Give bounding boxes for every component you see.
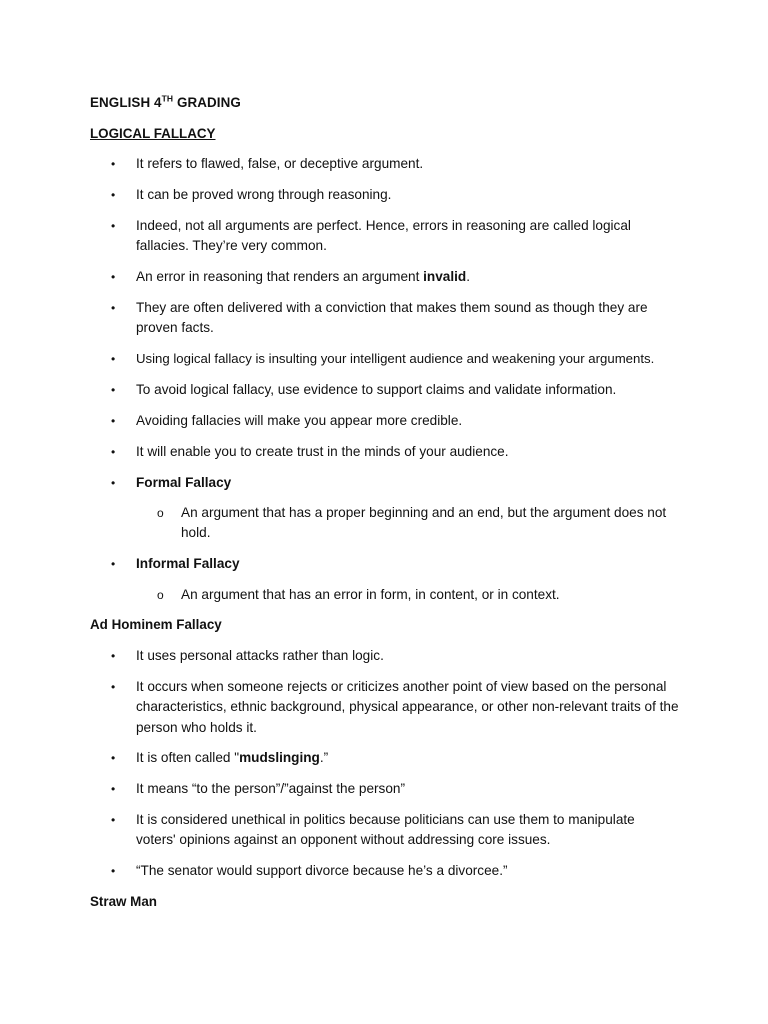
list-item: An error in reasoning that renders an argument invalid. [136,269,470,284]
list-item: To avoid logical fallacy, use evidence to support claims and validate information. [136,382,617,397]
sub-bullet-marker: o [157,506,164,520]
document-title: ENGLISH 4TH GRADING [90,93,241,110]
bullet-marker: • [111,782,116,796]
bullet-marker: • [111,352,116,366]
list-item: Indeed, not all arguments are perfect. Hence, errors in reasoning are called logical fallacies. They’re very common. [136,218,631,254]
bullet-marker: • [111,476,116,490]
bullet-marker: • [111,383,116,397]
bullet-marker: • [111,219,116,233]
bullet-marker: • [111,649,116,663]
bullet-marker: • [111,188,116,202]
list-item: It is often called "mudslinging.” [136,750,329,765]
section-heading-ad-hominem: Ad Hominem Fallacy [90,617,222,632]
bullet-marker: • [111,301,116,315]
bullet-marker: • [111,157,116,171]
bullet-marker: • [111,445,116,459]
list-item: It can be proved wrong through reasoning. [136,187,392,202]
sub-bullet-marker: o [157,588,164,602]
bullet-marker: • [111,680,116,694]
section-heading-straw-man: Straw Man [90,894,157,909]
list-item: “The senator would support divorce because he’s a divorcee.” [136,863,508,878]
bullet-marker: • [111,864,116,878]
section-heading-logical-fallacy: LOGICAL FALLACY [90,126,216,141]
list-item: It will enable you to create trust in the minds of your audience. [136,444,509,459]
list-item: It occurs when someone rejects or criticizes another point of view based on the personal characteristics, ethnic background, physical appearance, or other non-relevant traits of the person who holds it. [136,679,679,735]
sub-list-item: An argument that has a proper beginning and an end, but the argument does not hold. [181,505,667,541]
bullet-marker: • [111,751,116,765]
list-item: It uses personal attacks rather than logic. [136,648,384,663]
list-item: It is considered unethical in politics because politicians can use them to manipulate voters' opinions against an opponent without addressing core issues. [136,812,635,848]
list-item: Using logical fallacy is insulting your intelligent audience and weakening your arguments. [136,351,655,366]
list-item-informal-fallacy: Informal Fallacy [136,556,240,571]
bullet-marker: • [111,557,116,571]
list-item: It means “to the person”/”against the person” [136,781,405,796]
bullet-marker: • [111,813,116,827]
list-item-formal-fallacy: Formal Fallacy [136,475,232,490]
list-item: It refers to flawed, false, or deceptive argument. [136,156,424,171]
bullet-marker: • [111,270,116,284]
list-item: They are often delivered with a conviction that makes them sound as though they are proven facts. [136,300,648,336]
list-item: Avoiding fallacies will make you appear more credible. [136,413,463,428]
sub-list-item: An argument that has an error in form, in content, or in context. [181,587,560,602]
bullet-marker: • [111,414,116,428]
